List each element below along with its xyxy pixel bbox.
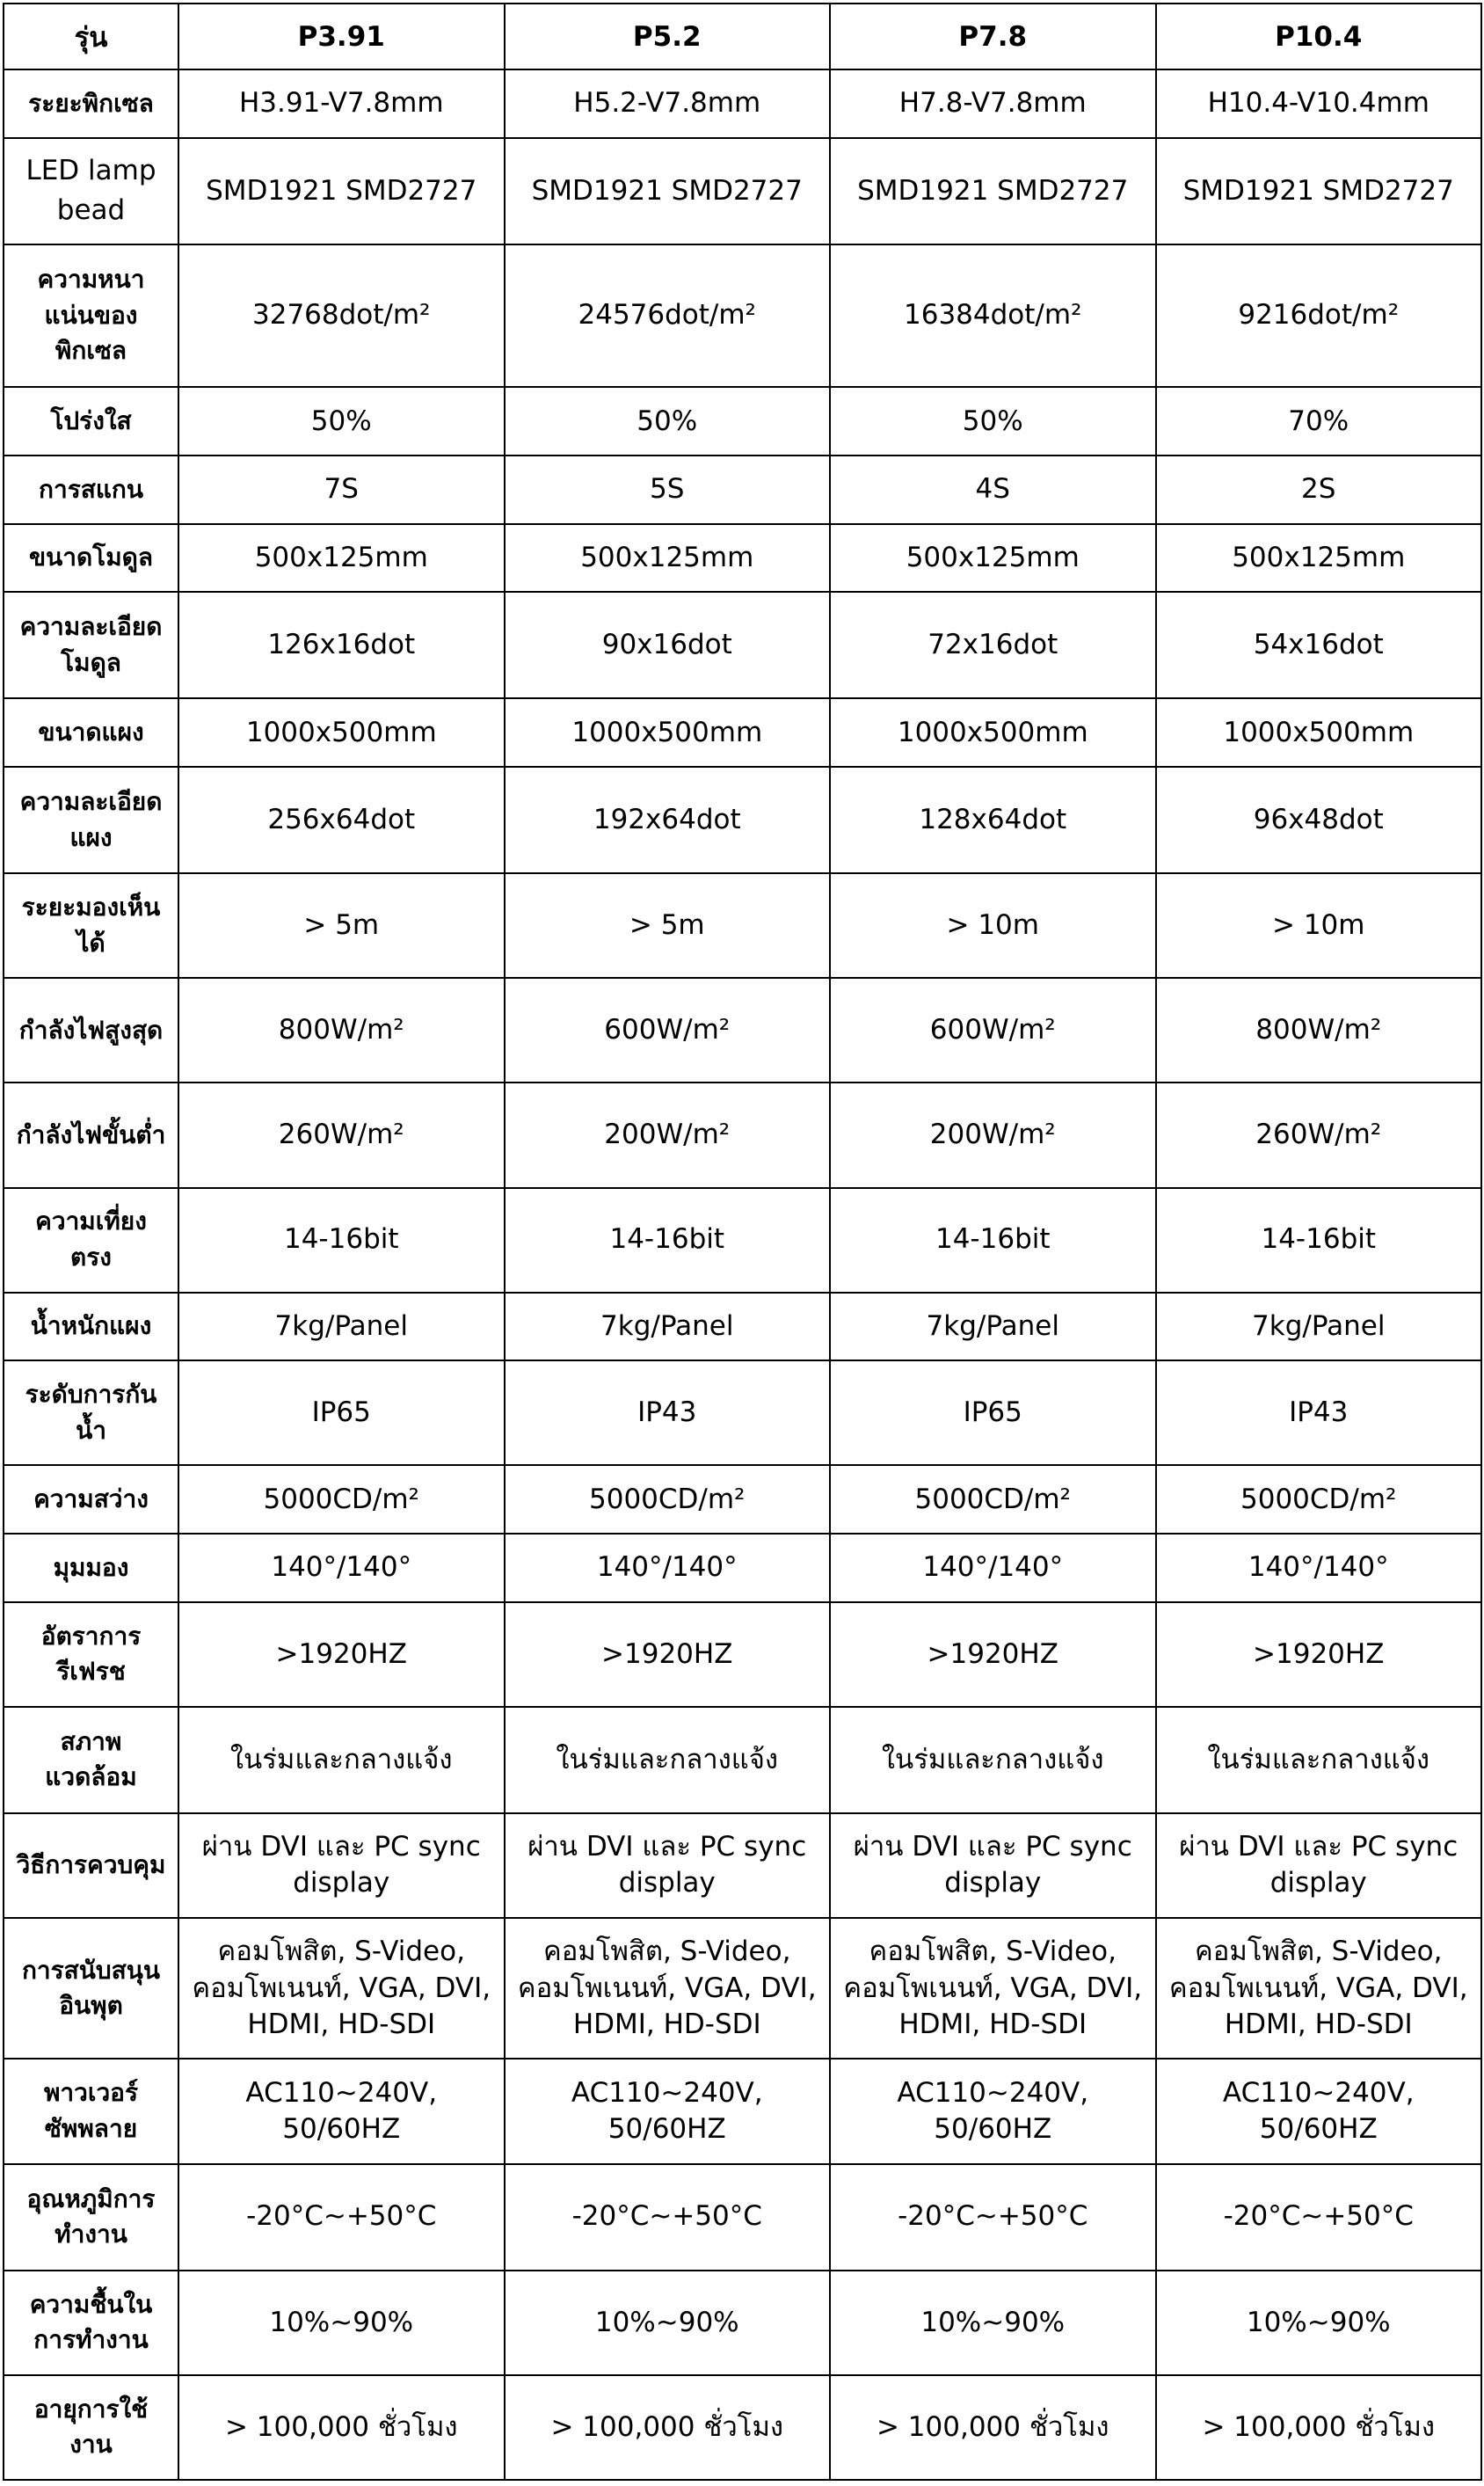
spec-value-cell: -20°C~+50°C	[830, 2164, 1156, 2271]
table-row	[4, 1918, 1481, 2059]
table-row	[4, 1188, 1481, 1293]
spec-value-cell: 7S	[178, 456, 505, 524]
spec-value-cell: 140°/140°	[830, 1534, 1156, 1602]
table-row	[4, 698, 1481, 767]
row-label-cell: ระดับการกันน้ำ	[4, 1360, 178, 1465]
spec-value-cell: 24576dot/m²	[505, 244, 831, 387]
spec-value-cell: ผ่าน DVI และ PC sync display	[830, 1813, 1156, 1918]
spec-value-cell: 1000x500mm	[178, 698, 505, 767]
spec-value-cell: 600W/m²	[505, 978, 831, 1083]
row-label-cell: ขนาดโมดูล	[4, 524, 178, 593]
spec-value-cell: >1920HZ	[178, 1602, 505, 1707]
spec-value-cell: > 5m	[178, 873, 505, 978]
spec-value-cell: ผ่าน DVI และ PC sync display	[178, 1813, 505, 1918]
model-header-cell: P3.91	[178, 4, 505, 69]
spec-value-cell: 5000CD/m²	[505, 1465, 831, 1534]
spec-value-cell: >1920HZ	[505, 1602, 831, 1707]
spec-value-cell: 500x125mm	[1156, 524, 1482, 593]
spec-value-cell: H5.2-V7.8mm	[505, 69, 831, 138]
spec-value-cell: 7kg/Panel	[1156, 1293, 1482, 1361]
corner-header-cell: รุ่น	[4, 4, 178, 69]
spec-value-cell: AC110~240V, 50/60HZ	[505, 2059, 831, 2163]
spec-value-cell: SMD1921 SMD2727	[1156, 138, 1482, 244]
spec-value-cell: 256x64dot	[178, 767, 505, 873]
spec-value-cell: IP43	[1156, 1360, 1482, 1465]
spec-value-cell: IP43	[505, 1360, 831, 1465]
table-row	[4, 456, 1481, 524]
spec-value-cell: 500x125mm	[178, 524, 505, 593]
spec-value-cell: SMD1921 SMD2727	[505, 138, 831, 244]
model-header-cell: P7.8	[830, 4, 1156, 69]
spec-value-cell: 90x16dot	[505, 592, 831, 698]
table-row	[4, 387, 1481, 456]
row-label-cell: กำลังไฟสูงสุด	[4, 978, 178, 1083]
spec-value-cell: 200W/m²	[830, 1083, 1156, 1187]
spec-value-cell: 10%~90%	[830, 2271, 1156, 2375]
spec-value-cell: > 100,000 ชั่วโมง	[1156, 2375, 1482, 2480]
row-label-cell: LED lamp bead	[4, 138, 178, 244]
row-label-cell: ความละเอียดโมดูล	[4, 592, 178, 698]
spec-value-cell: 54x16dot	[1156, 592, 1482, 698]
spec-value-cell: 1000x500mm	[505, 698, 831, 767]
row-label-cell: ขนาดแผง	[4, 698, 178, 767]
table-body	[4, 69, 1481, 2480]
table-row	[4, 244, 1481, 387]
spec-value-cell: > 10m	[830, 873, 1156, 978]
spec-value-cell: IP65	[178, 1360, 505, 1465]
spec-value-cell: 5000CD/m²	[1156, 1465, 1482, 1534]
spec-table	[3, 3, 1482, 2481]
spec-value-cell: >1920HZ	[1156, 1602, 1482, 1707]
spec-value-cell: 14-16bit	[1156, 1188, 1482, 1293]
spec-value-cell: -20°C~+50°C	[505, 2164, 831, 2271]
spec-value-cell: 140°/140°	[178, 1534, 505, 1602]
table-row	[4, 2059, 1481, 2163]
spec-value-cell: 14-16bit	[505, 1188, 831, 1293]
spec-value-cell: 7kg/Panel	[505, 1293, 831, 1361]
row-label-cell: การสแกน	[4, 456, 178, 524]
spec-value-cell: 7kg/Panel	[178, 1293, 505, 1361]
spec-value-cell: > 10m	[1156, 873, 1482, 978]
table-row	[4, 138, 1481, 244]
spec-value-cell: 7kg/Panel	[830, 1293, 1156, 1361]
spec-value-cell: 32768dot/m²	[178, 244, 505, 387]
row-label-cell: พาวเวอร์ซัพพลาย	[4, 2059, 178, 2163]
spec-value-cell: ในร่มและกลางแจ้ง	[505, 1707, 831, 1813]
spec-value-cell: 50%	[830, 387, 1156, 456]
row-label-cell: กำลังไฟขั้นต่ำ	[4, 1083, 178, 1187]
table-row	[4, 1813, 1481, 1918]
row-label-cell: การสนับสนุนอินพุต	[4, 1918, 178, 2059]
spec-value-cell: 5S	[505, 456, 831, 524]
table-row	[4, 524, 1481, 593]
spec-value-cell: 128x64dot	[830, 767, 1156, 873]
spec-value-cell: 96x48dot	[1156, 767, 1482, 873]
row-label-cell: ระยะพิกเซล	[4, 69, 178, 138]
spec-value-cell: 50%	[178, 387, 505, 456]
spec-value-cell: 14-16bit	[830, 1188, 1156, 1293]
spec-value-cell: H7.8-V7.8mm	[830, 69, 1156, 138]
spec-value-cell: 9216dot/m²	[1156, 244, 1482, 387]
spec-value-cell: 70%	[1156, 387, 1482, 456]
spec-value-cell: -20°C~+50°C	[1156, 2164, 1482, 2271]
table-row	[4, 767, 1481, 873]
spec-value-cell: 5000CD/m²	[178, 1465, 505, 1534]
table-row	[4, 978, 1481, 1083]
spec-value-cell: คอมโพสิต, S-Video, คอมโพเนนท์, VGA, DVI, HDMI, HD-SDI	[830, 1918, 1156, 2059]
spec-value-cell: H3.91-V7.8mm	[178, 69, 505, 138]
spec-value-cell: 10%~90%	[1156, 2271, 1482, 2375]
model-header-cell: P10.4	[1156, 4, 1482, 69]
row-label-cell: ความชื้นในการทำงาน	[4, 2271, 178, 2375]
spec-value-cell: H10.4-V10.4mm	[1156, 69, 1482, 138]
spec-value-cell: AC110~240V, 50/60HZ	[178, 2059, 505, 2163]
row-label-cell: อายุการใช้งาน	[4, 2375, 178, 2480]
spec-value-cell: 260W/m²	[1156, 1083, 1482, 1187]
spec-value-cell: 4S	[830, 456, 1156, 524]
table-header	[4, 4, 1481, 69]
spec-value-cell: 800W/m²	[178, 978, 505, 1083]
spec-value-cell: 140°/140°	[505, 1534, 831, 1602]
spec-value-cell: 600W/m²	[830, 978, 1156, 1083]
spec-value-cell: 140°/140°	[1156, 1534, 1482, 1602]
spec-value-cell: 10%~90%	[505, 2271, 831, 2375]
table-row	[4, 2164, 1481, 2271]
table-row	[4, 1602, 1481, 1707]
header-row	[4, 4, 1481, 69]
row-label-cell: ระยะมองเห็นได้	[4, 873, 178, 978]
table-row	[4, 1360, 1481, 1465]
spec-value-cell: 200W/m²	[505, 1083, 831, 1187]
spec-value-cell: >1920HZ	[830, 1602, 1156, 1707]
spec-value-cell: 1000x500mm	[830, 698, 1156, 767]
spec-value-cell: > 100,000 ชั่วโมง	[505, 2375, 831, 2480]
spec-value-cell: 72x16dot	[830, 592, 1156, 698]
spec-value-cell: AC110~240V, 50/60HZ	[830, 2059, 1156, 2163]
spec-value-cell: คอมโพสิต, S-Video, คอมโพเนนท์, VGA, DVI, HDMI, HD-SDI	[505, 1918, 831, 2059]
row-label-cell: ความละเอียดแผง	[4, 767, 178, 873]
spec-value-cell: ผ่าน DVI และ PC sync display	[505, 1813, 831, 1918]
spec-value-cell: คอมโพสิต, S-Video, คอมโพเนนท์, VGA, DVI, HDMI, HD-SDI	[1156, 1918, 1482, 2059]
row-label-cell: ความหนาแน่นของพิกเซล	[4, 244, 178, 387]
table-row	[4, 1083, 1481, 1187]
table-row	[4, 2375, 1481, 2480]
spec-value-cell: คอมโพสิต, S-Video, คอมโพเนนท์, VGA, DVI, HDMI, HD-SDI	[178, 1918, 505, 2059]
spec-value-cell: SMD1921 SMD2727	[178, 138, 505, 244]
row-label-cell: สภาพแวดล้อม	[4, 1707, 178, 1813]
spec-value-cell: AC110~240V, 50/60HZ	[1156, 2059, 1482, 2163]
row-label-cell: อัตราการรีเฟรช	[4, 1602, 178, 1707]
spec-value-cell: 500x125mm	[830, 524, 1156, 593]
spec-value-cell: 260W/m²	[178, 1083, 505, 1187]
spec-value-cell: 16384dot/m²	[830, 244, 1156, 387]
spec-value-cell: ผ่าน DVI และ PC sync display	[1156, 1813, 1482, 1918]
table-row	[4, 2271, 1481, 2375]
spec-value-cell: 14-16bit	[178, 1188, 505, 1293]
spec-value-cell: 10%~90%	[178, 2271, 505, 2375]
table-row	[4, 592, 1481, 698]
spec-value-cell: 1000x500mm	[1156, 698, 1482, 767]
spec-value-cell: ในร่มและกลางแจ้ง	[830, 1707, 1156, 1813]
table-row	[4, 69, 1481, 138]
table-row	[4, 1534, 1481, 1602]
spec-value-cell: ในร่มและกลางแจ้ง	[1156, 1707, 1482, 1813]
row-label-cell: ความสว่าง	[4, 1465, 178, 1534]
table-row	[4, 1707, 1481, 1813]
spec-value-cell: -20°C~+50°C	[178, 2164, 505, 2271]
table-row	[4, 1293, 1481, 1361]
spec-value-cell: 126x16dot	[178, 592, 505, 698]
table-row	[4, 873, 1481, 978]
spec-value-cell: ในร่มและกลางแจ้ง	[178, 1707, 505, 1813]
spec-value-cell: > 100,000 ชั่วโมง	[178, 2375, 505, 2480]
row-label-cell: น้ำหนักแผง	[4, 1293, 178, 1361]
row-label-cell: มุมมอง	[4, 1534, 178, 1602]
model-header-cell: P5.2	[505, 4, 831, 69]
spec-value-cell: IP65	[830, 1360, 1156, 1465]
spec-value-cell: > 5m	[505, 873, 831, 978]
row-label-cell: อุณหภูมิการทำงาน	[4, 2164, 178, 2271]
spec-value-cell: 50%	[505, 387, 831, 456]
spec-value-cell: 5000CD/m²	[830, 1465, 1156, 1534]
spec-value-cell: SMD1921 SMD2727	[830, 138, 1156, 244]
spec-value-cell: 500x125mm	[505, 524, 831, 593]
table-row	[4, 1465, 1481, 1534]
spec-value-cell: 2S	[1156, 456, 1482, 524]
row-label-cell: วิธีการควบคุม	[4, 1813, 178, 1918]
row-label-cell: โปร่งใส	[4, 387, 178, 456]
spec-value-cell: > 100,000 ชั่วโมง	[830, 2375, 1156, 2480]
row-label-cell: ความเที่ยงตรง	[4, 1188, 178, 1293]
spec-value-cell: 192x64dot	[505, 767, 831, 873]
spec-value-cell: 800W/m²	[1156, 978, 1482, 1083]
